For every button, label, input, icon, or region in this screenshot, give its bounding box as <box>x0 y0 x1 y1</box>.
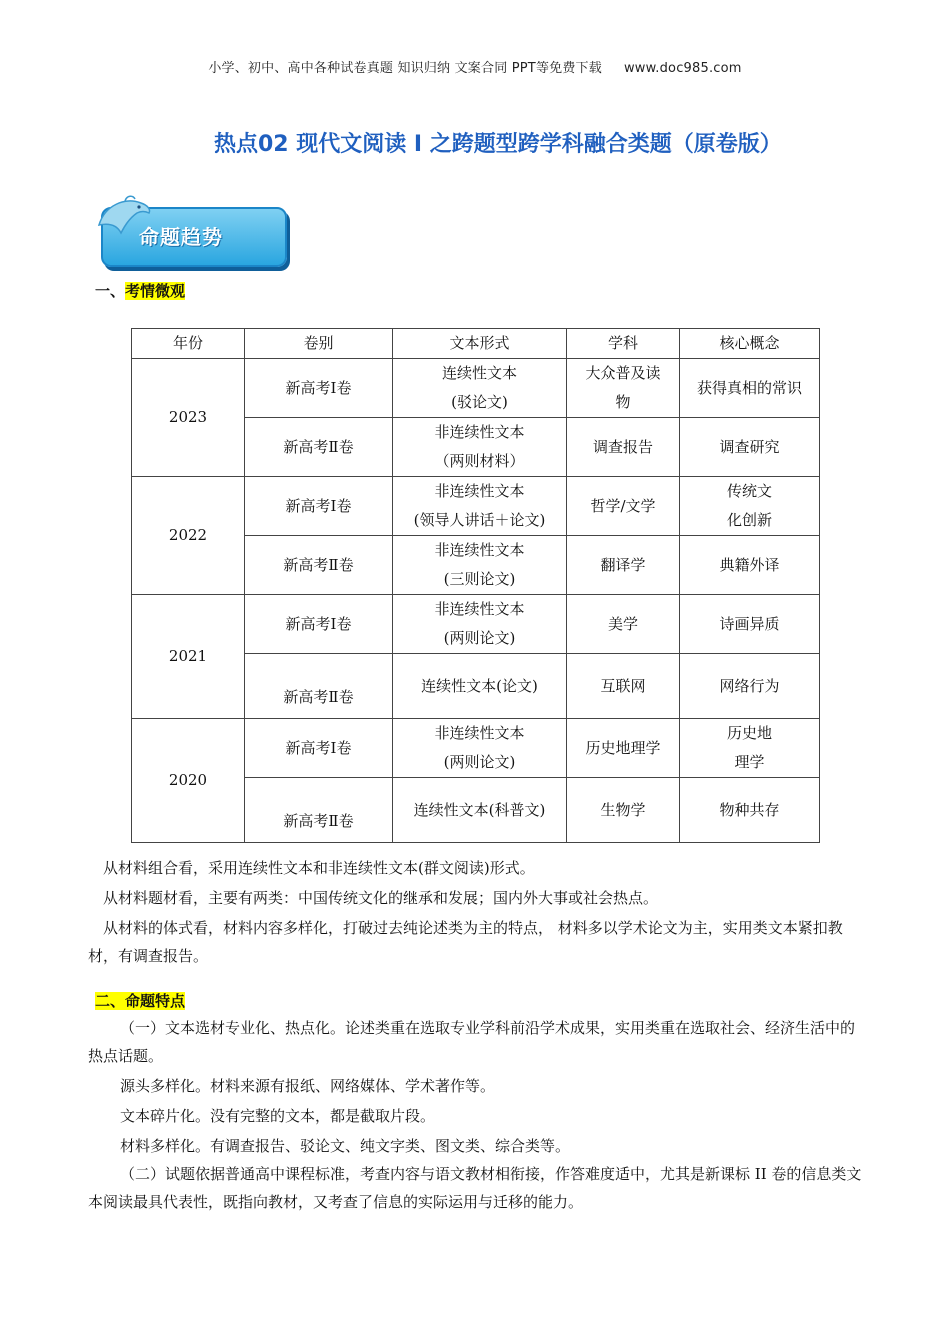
header-concept: 核心概念 <box>680 329 820 359</box>
section1-heading <box>95 280 185 301</box>
subject-cell: 生物学 <box>567 778 680 843</box>
year-cell: 2020 <box>132 719 245 843</box>
subject-cell: 哲学/文学 <box>567 477 680 536</box>
paper-cell: 新高考Ⅰ卷 <box>245 359 393 418</box>
form-cell: 连续性文本(科普文) <box>393 778 567 843</box>
subject-cell: 大众普及读 物 <box>567 359 680 418</box>
header-site[interactable]: www.doc985.com <box>623 61 742 76</box>
paper-cell: 新高考Ⅰ卷 <box>245 595 393 654</box>
header-text: 小学、初中、高中各种试卷真题 知识归纳 文案合同 PPT等免费下载 <box>208 61 602 76</box>
header-year: 年份 <box>132 329 245 359</box>
paper-cell: 新高考Ⅱ卷 <box>245 654 393 719</box>
subject-cell: 美学 <box>567 595 680 654</box>
subject-cell: 互联网 <box>567 654 680 719</box>
exam-table <box>131 328 820 843</box>
paragraph: 源头多样化。材料来源有报纸、网络媒体、学术著作等。 <box>120 1077 496 1095</box>
header-subject: 学科 <box>567 329 680 359</box>
paragraph: （一）文本选材专业化、热点化。论述类重在选取专业学科前沿学术成果，实用类重在选取社会、经济生活中的热点话题。 <box>88 1019 856 1065</box>
form-cell: 非连续性文本 (领导人讲话＋论文) <box>393 477 567 536</box>
header-paper: 卷别 <box>245 329 393 359</box>
paper-cell: 新高考Ⅱ卷 <box>245 418 393 477</box>
section2-heading <box>95 990 185 1011</box>
year-cell: 2023 <box>132 359 245 477</box>
concept-cell: 调查研究 <box>680 418 820 477</box>
table-row <box>132 359 820 418</box>
subject-cell: 翻译学 <box>567 536 680 595</box>
year-cell: 2021 <box>132 595 245 719</box>
concept-cell: 传统文 化创新 <box>680 477 820 536</box>
concept-cell: 历史地 理学 <box>680 719 820 778</box>
concept-cell: 诗画异质 <box>680 595 820 654</box>
paper-cell: 新高考Ⅱ卷 <box>245 536 393 595</box>
section1-label: 考情微观 <box>125 282 186 300</box>
paragraph: （二）试题依据普通高中课程标准，考查内容与语文教材相衔接，作答难度适中，尤其是新课标 II 卷的信息类文本阅读最具代表性，既指向教材，又考查了信息的实际运用与迁移的能力。 <box>88 1165 862 1211</box>
paragraph: 文本碎片化。没有完整的文本，都是截取片段。 <box>120 1107 436 1125</box>
document-title: 热点02 现代文阅读 I 之跨题型跨学科融合类题（原卷版） <box>214 132 782 157</box>
paragraph: 材料多样化。有调查报告、驳论文、纯文字类、图文类、综合类等。 <box>120 1137 571 1155</box>
paper-cell: 新高考Ⅰ卷 <box>245 477 393 536</box>
paper-cell: 新高考Ⅰ卷 <box>245 719 393 778</box>
table-row <box>132 719 820 778</box>
concept-cell: 获得真相的常识 <box>680 359 820 418</box>
header-form: 文本形式 <box>393 329 567 359</box>
concept-cell: 典籍外译 <box>680 536 820 595</box>
section2-label: 二、命题特点 <box>95 992 186 1010</box>
paragraph: 从材料的体式看，材料内容多样化，打破过去纯论述类为主的特点， 材料多以学术论文为主，实用类文本紧扣教材，有调查报告。 <box>88 919 843 965</box>
subject-cell: 调查报告 <box>567 418 680 477</box>
concept-cell: 物种共存 <box>680 778 820 843</box>
subject-cell: 历史地理学 <box>567 719 680 778</box>
table-header-row <box>132 329 820 359</box>
form-cell: 非连续性文本 (三则论文) <box>393 536 567 595</box>
form-cell: 连续性文本 (驳论文) <box>393 359 567 418</box>
banner <box>95 195 285 269</box>
form-cell: 非连续性文本 （两则材料） <box>393 418 567 477</box>
form-cell: 非连续性文本 (两则论文) <box>393 595 567 654</box>
paragraph: 从材料题材看，主要有两类：中国传统文化的继承和发展；国内外大事或社会热点。 <box>103 889 659 907</box>
year-cell: 2022 <box>132 477 245 595</box>
banner-label: 命题趋势 <box>139 225 223 249</box>
paragraph: 从材料组合看，采用连续性文本和非连续性文本(群文阅读)形式。 <box>103 859 535 877</box>
section1-prefix: 一、 <box>95 282 126 300</box>
concept-cell: 网络行为 <box>680 654 820 719</box>
form-cell: 连续性文本(论文) <box>393 654 567 719</box>
table-row <box>132 595 820 654</box>
page-header <box>0 57 950 76</box>
form-cell: 非连续性文本 (两则论文) <box>393 719 567 778</box>
paper-cell: 新高考Ⅱ卷 <box>245 778 393 843</box>
table-row <box>132 477 820 536</box>
